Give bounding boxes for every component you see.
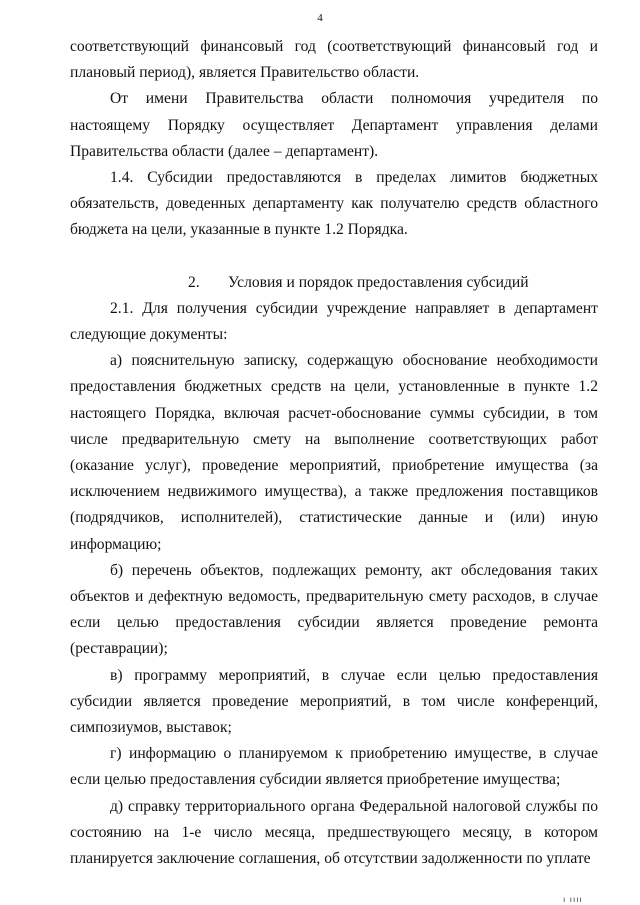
list-item: б) перечень объектов, подлежащих ремонту, акт обследования таких объектов и дефектную ведомость, предварительную смету расходов, в случае если целью предоставления субсидии является проведение ремонта (реставрации);	[70, 561, 598, 658]
list-item: а) пояснительную записку, содержащую обоснование необходимости предоставления бюджетных средств на цели, установленные в пункте 1.2 настоящего Порядка, включая расчет-обоснование суммы субсидии, в том числе предварительную смету на выполнение соответствующих работ (оказание услуг), проведение мероприятий, приобретение имущества (за исключением недвижимого имущества), а также предложения поставщиков (подрядчиков, исполнителей), статистические данные и (или) иную информацию;	[70, 352, 598, 553]
section-number: 2.	[188, 273, 200, 291]
list-item: д) справку территориального органа Федеральной налоговой службы по состоянию на 1-е число месяца, предшествующего месяцу, в котором планируется заключение соглашения, об отсутствии задолженности по уплате	[70, 797, 598, 868]
list-item: г) информацию о планируемом к приобретению имуществе, в случае если целью предоставления субсидии является приобретение имущества;	[70, 745, 598, 789]
list-item: в) программу мероприятий, в случае если целью предоставления субсидии является проведение мероприятий, в том числе конференций, симпозиумов, выставок;	[70, 666, 598, 737]
paragraph: соответствующий финансовый год (соответствующий финансовый год и плановый период), является Правительство области.	[70, 38, 598, 82]
paragraph: От имени Правительства области полномочия учредителя по настоящему Порядку осуществляет Департамент управления делами Правительства области (далее – департамент).	[70, 90, 598, 160]
paragraph: 1.4. Субсидии предоставляются в пределах лимитов бюджетных обязательств, доведенных департаменту как получателю средств областного бюджета на цели, указанные в пункте 1.2 Порядка.	[70, 169, 598, 239]
paragraph: 2.1. Для получения субсидии учреждение направляет в департамент следующие документы:	[70, 299, 598, 344]
section-title: Условия и порядок предоставления субсидий	[228, 273, 529, 291]
document-body	[70, 34, 598, 872]
page-number: 4	[317, 12, 323, 24]
footer-mark: ı ıııı	[563, 895, 583, 904]
section-heading	[70, 270, 598, 296]
